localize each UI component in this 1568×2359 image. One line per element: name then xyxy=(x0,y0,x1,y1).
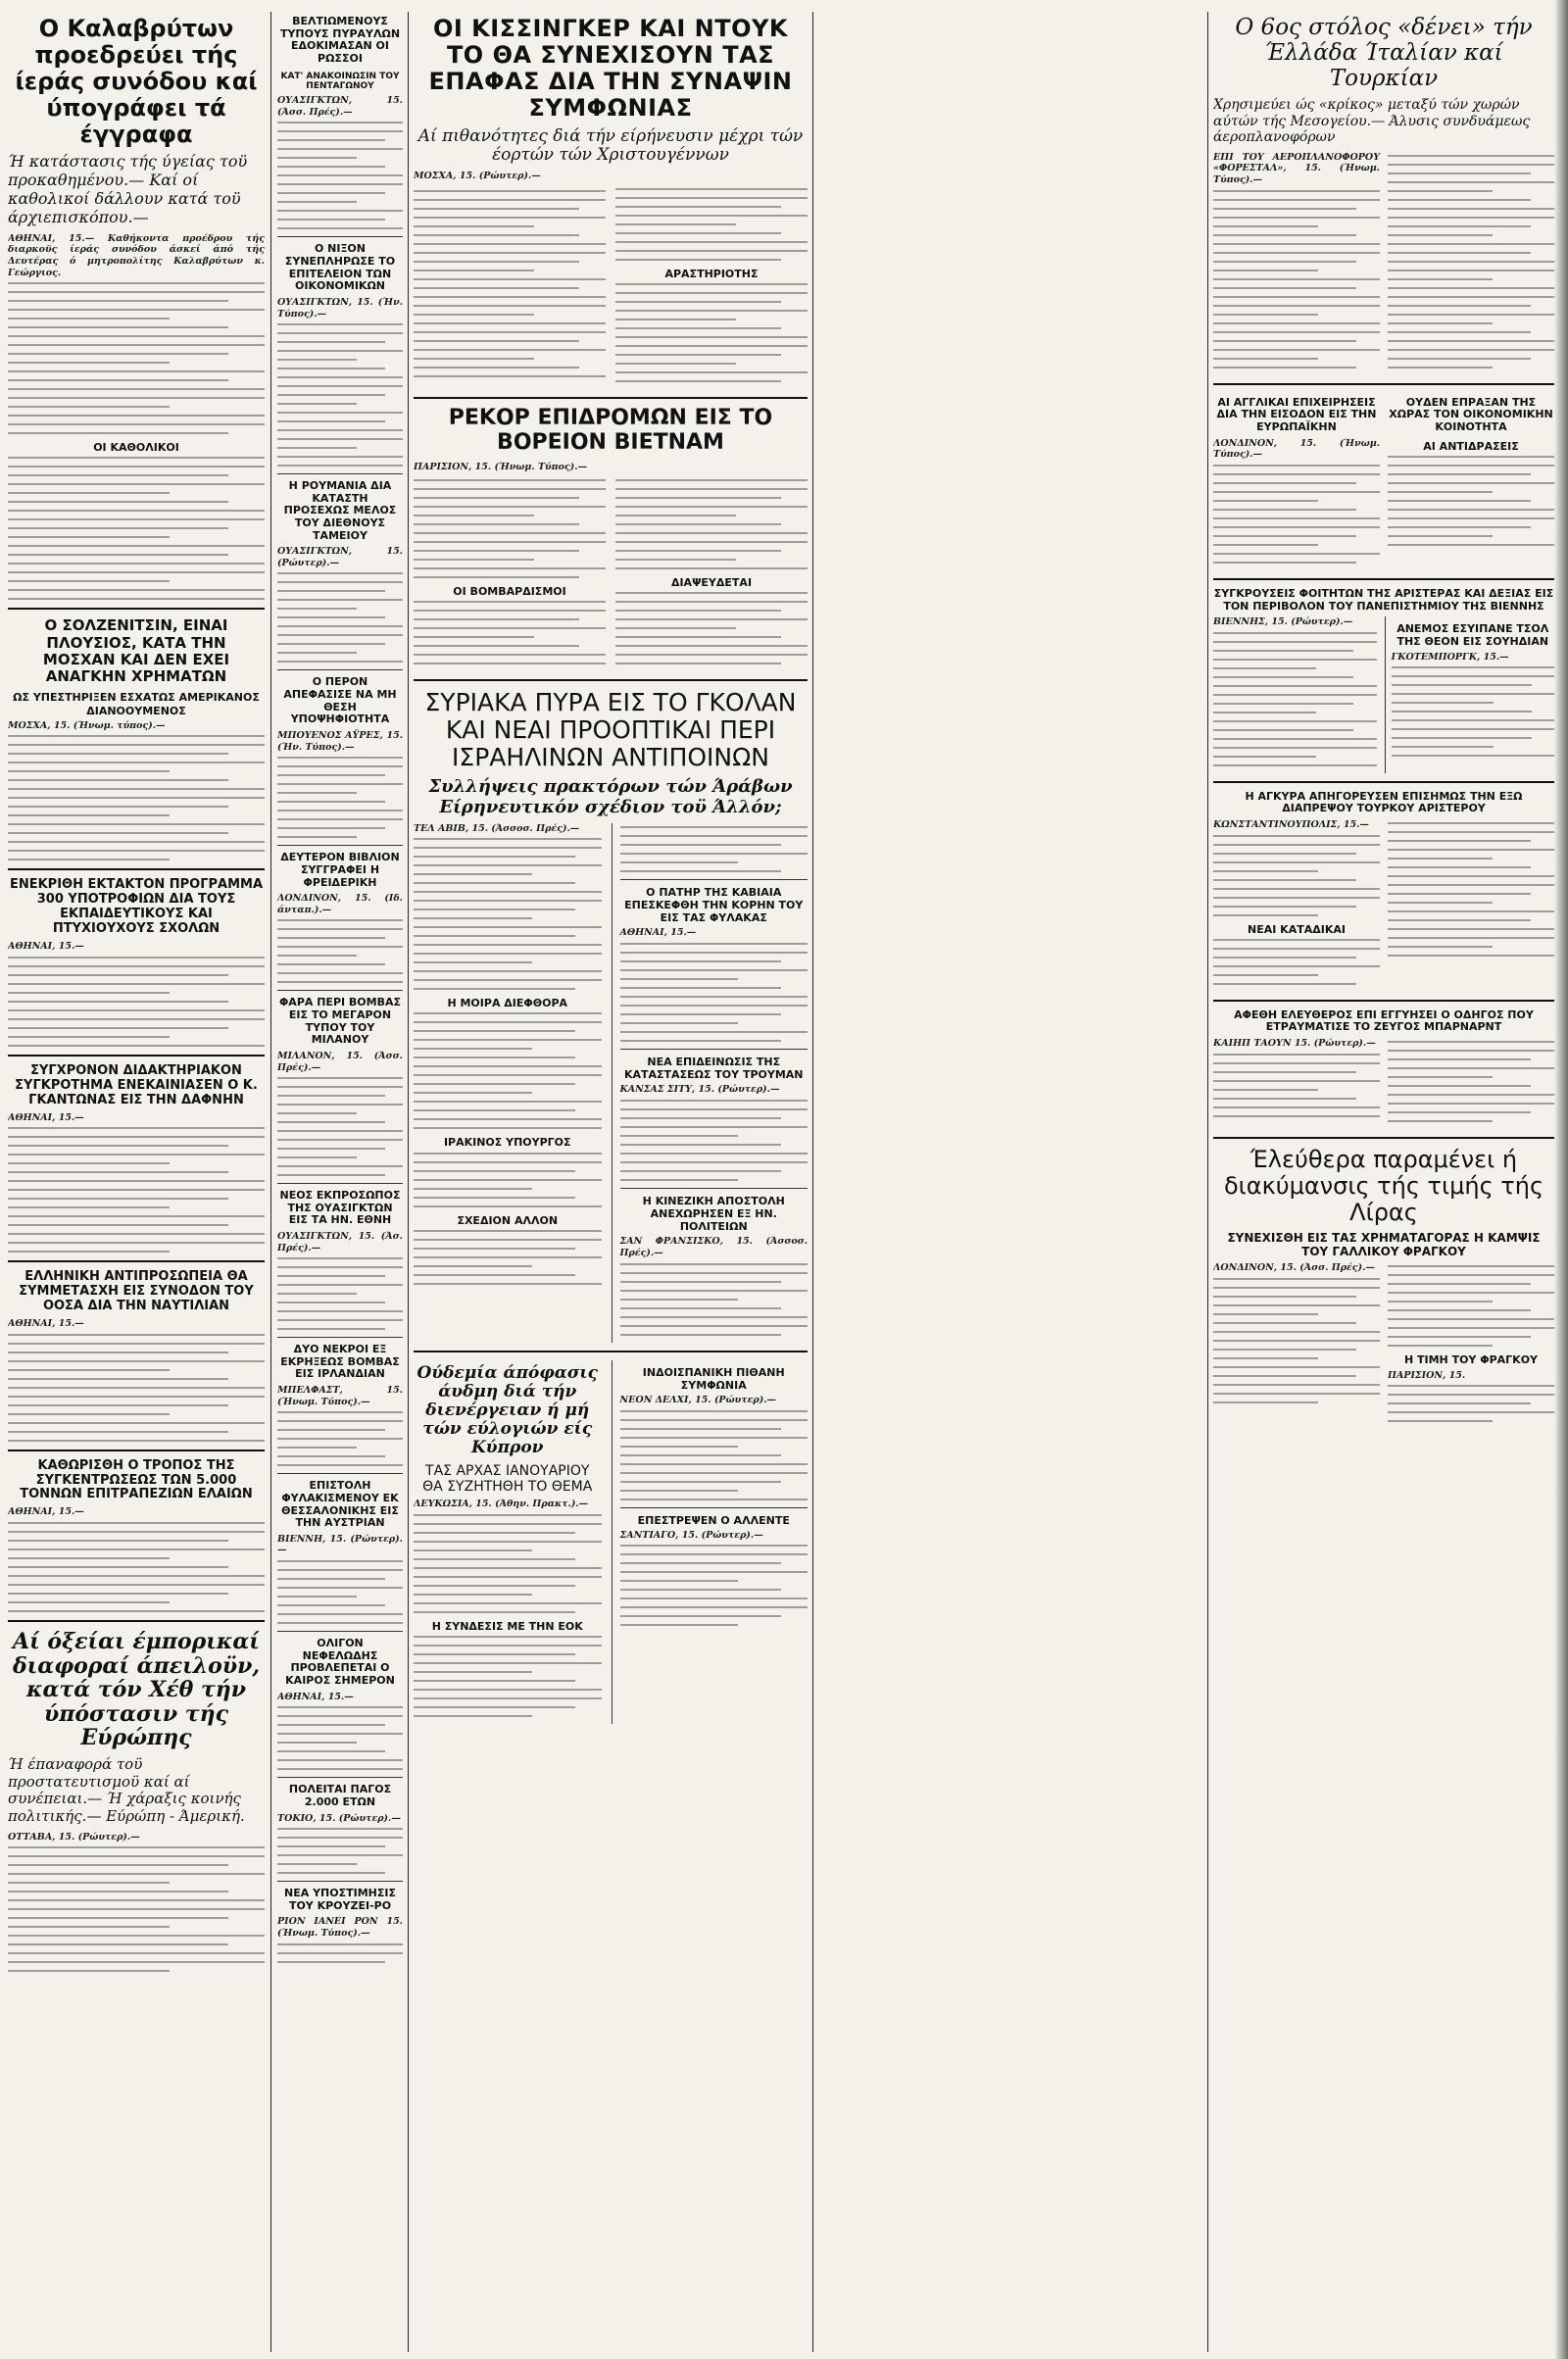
headline-pentagon: ΒΕΛΤΙΩΜΕΝΟΥΣ ΤΥΠΟΥΣ ΠΥΡΑΥΛΩΝ ΕΔΟΚΙΜΑΣΑΝ ΟΙ ΡΩΣΣΟΙ xyxy=(279,15,401,65)
body-text-golan xyxy=(414,838,602,990)
body-text-golan-2 xyxy=(620,826,808,872)
dateline-eec: ΛΟΝΔΙΝΟΝ, 15. (Ήνωμ. Τύπος).— xyxy=(1213,437,1380,461)
article-india xyxy=(620,1366,808,1500)
divider xyxy=(277,473,403,474)
body-text-winds xyxy=(1392,666,1555,757)
subhead-catholics: ΟΙ ΚΑΘΟΛΙΚΟΙ xyxy=(93,441,179,455)
body-text-kissinger-3 xyxy=(615,283,808,382)
dateline-weather: ΑΘΗΝΑΙ, 15.— xyxy=(277,1691,354,1702)
article-romania xyxy=(277,480,403,663)
subhead-pentagon: ΚΑΤ' ΑΝΑΚΟΙΝΩΣΙΝ ΤΟΥ ΠΕΝΤΑΓΩΝΟΥ xyxy=(280,71,400,92)
dateline-truman: ΚΑΝΣΑΣ ΣΙΤΥ, 15. (Ρώυτερ).— xyxy=(619,1084,780,1096)
body-text-chinese xyxy=(620,1263,808,1336)
article-kissinger xyxy=(414,16,808,389)
headline-chinese: Η ΚΙΝΕΖΙΚΗ ΑΠΟΣΤΟΛΗ ΑΝΕΧΩΡΗΣΕΝ ΕΞ ΗΝ. ΠΟΛΙΤΕΙΩΝ xyxy=(642,1194,785,1234)
column-2 xyxy=(277,12,403,1970)
headline-ice: ΠΟΛΕΙΤΑΙ ΠΑΓΟΣ 2.000 ΕΤΩΝ xyxy=(288,1783,392,1808)
column-1 xyxy=(8,12,265,1979)
subhead-reactions: ΑΙ ΑΝΤΙΔΡΑΣΕΙΣ xyxy=(1423,439,1519,453)
headline-peron: Ο ΠΕΡΟΝ ΑΠΕΦΑΣΙΣΕ ΝΑ ΜΗ ΘΕΣΗ ΥΠΟΨΗΦΙΟΤΗΤΑ xyxy=(283,675,397,726)
headline-students: ΣΥΓΚΡΟΥΣΕΙΣ ΦΟΙΤΗΤΩΝ ΤΗΣ ΑΡΙΣΤΕΡΑΣ ΚΑΙ ΔΕΞΙΑΣ ΕΙΣ ΤΟΝ ΠΕΡΙΒΟΛΟΝ ΤΟΥ ΠΑΝΕΠΙΣΤΗΜΙΟΥ ΤΗΣ ΒΙΕΝΝΗΣ xyxy=(1213,586,1554,613)
divider xyxy=(8,1620,265,1622)
headline-bail: ΑΦΕΘΗ ΕΛΕΥΘΕΡΟΣ ΕΠΙ ΕΓΓΥΗΣΕΙ Ο ΟΔΗΓΟΣ ΠΟΥ ΕΤΡΑΥΜΑΤΙΣΕ ΤΟ ΖΕΥΓΟΣ ΜΠΑΡΝΑΡΝΤ xyxy=(1234,1007,1534,1034)
divider xyxy=(277,990,403,991)
headline-solzhenitsyn: Ο ΣΟΛΖΕΝΙΤΣΙΝ, ΕΙΝΑΙ ΠΛΟΥΣΙΟΣ, ΚΑΤΑ ΤΗΝ ΜΟΣΧΑΝ ΚΑΙ ΔΕΝ ΕΧΕΙ ΑΝΑΓΚΗΝ ΧΡΗΜΑΤΩΝ xyxy=(42,616,230,686)
article-fleet xyxy=(1213,16,1554,375)
article-bail xyxy=(1213,1009,1554,1129)
body-text-daphni xyxy=(8,1127,265,1253)
article-kalavryta xyxy=(8,16,265,600)
article-lira xyxy=(1213,1147,1554,1429)
body-text-oecd xyxy=(8,1334,265,1442)
dateline-winds: ΓΚΟΤΕΜΠΟΡΓΚ, 15.— xyxy=(1391,651,1509,663)
dateline-oecd: ΑΘΗΝΑΙ, 15.— xyxy=(8,1317,84,1329)
article-friedrich xyxy=(277,852,403,983)
dateline-ankara: ΚΩΝΣΤΑΝΤΙΝΟΥΠΟΛΙΣ, 15.— xyxy=(1213,819,1369,831)
body-text-weather xyxy=(277,1706,403,1770)
subhead-new-convictions: ΝΕΑΙ ΚΑΤΑΔΙΚΑΙ xyxy=(1248,922,1346,936)
headline-eec: ΑΙ ΑΓΓΛΙΚΑΙ ΕΠΙΧΕΙΡΗΣΕΙΣ ΔΙΑ ΤΗΝ ΕΙΣΟΔΟΝ ΕΙΣ ΤΗΝ ΕΥΡΩΠΑΪΚΗΝ xyxy=(1216,395,1377,434)
headline-truman: ΝΕΑ ΕΠΙΔΕΙΝΩΣΙΣ ΤΗΣ ΚΑΤΑΣΤΑΣΕΩΣ ΤΟΥ ΤΡΟΥΜΑΝ xyxy=(623,1055,804,1082)
subhead-eec-link: Η ΣΥΝΔΕΣΙΣ ΜΕ ΤΗΝ ΕΟΚ xyxy=(431,1619,583,1633)
center-section xyxy=(414,12,808,1724)
body-text-olives xyxy=(8,1522,265,1612)
body-text-friedrich xyxy=(277,919,403,983)
headline-ankara: Η ΑΓΚΥΡΑ ΑΠΗΓΟΡΕΥΣΕΝ ΕΠΙΣΗΜΩΣ ΤΗΝ ΕΞΩ ΔΙΑΠΡΕΨΟΥ ΤΟΥΡΚΟΥ ΑΡΙΣΤΕΡΟΥ xyxy=(1245,789,1523,815)
scan-edge-shadow xyxy=(1554,0,1568,2359)
body-text-ankara xyxy=(1213,835,1380,916)
article-cyprus xyxy=(414,1360,602,1724)
dateline-vietnam: ΠΑΡΙΣΙΟΝ, 15. (Ήνωμ. Τύπος).— xyxy=(414,461,588,472)
headline-program: ΕΝΕΚΡΙΘΗ ΕΚΤΑΚΤΟΝ ΠΡΟΓΡΑΜΜΑ 300 ΥΠΟΤΡΟΦΙΩΝ ΔΙΑ ΤΟΥΣ ΕΚΠΑΙΔΕΥΤΙΚΟΥΣ ΚΑΙ ΠΤΥΧΙΟΥΧΟΥΣ ΣΧΟΛΩΝ xyxy=(9,877,264,937)
headline-golan: ΣΥΡΙΑΚΑ ΠΥΡΑ ΕΙΣ ΤΟ ΓΚΟΛΑΝ ΚΑΙ ΝΕΑΙ ΠΡΟΟΠΤΙΚΑΙ ΠΕΡΙ ΙΣΡΑΗΛΙΝΩΝ ΑΝΤΙΠΟΙΝΩΝ xyxy=(424,688,797,772)
body-text-bombing xyxy=(414,601,606,664)
headline-cyprus: Ούδεμία άπόφασις άυδμη διά τήν διενέργειαν ή μή τών εύλογιών είς Κύπρον xyxy=(416,1362,598,1457)
body-text-kissinger-2 xyxy=(615,188,808,261)
body-text-denied xyxy=(615,592,808,664)
headline-kalavryta: Ο Καλαβρύτων προεδρεύει τής ίεράς συνόδου καί ύπογράφει τά έγγραφα xyxy=(15,15,258,148)
headline-friedrich: ΔΕΥΤΕΡΟΝ ΒΙΒΛΙΟΝ ΣΥΓΓΡΑΦΕΙ Η ΦΡΕΙΔΕΡΙΚΗ xyxy=(280,851,400,889)
dateline-nixon: ΟΥΑΣΙΓΚΤΩΝ, 15. (Ήν. Τύπος).— xyxy=(277,296,403,319)
body-text-franc xyxy=(1388,1385,1554,1422)
dateline-allende: ΣΑΝΤΙΑΓΟ, 15. (Ρώυτερ).— xyxy=(619,1529,763,1541)
divider xyxy=(414,679,808,681)
body-text-truman xyxy=(620,1100,808,1181)
body-text-india xyxy=(620,1410,808,1500)
article-ireland xyxy=(277,1344,403,1466)
headline-ethni: ΝΕΟΣ ΕΚΠΡΟΣΩΠΟΣ ΤΗΣ ΟΥΑΣΙΓΚΤΩΝ ΕΙΣ ΤΑ ΗΝ. ΕΘΝΗ xyxy=(279,1189,401,1227)
divider xyxy=(620,1507,808,1508)
dateline-golan: ΤΕΛ ΑΒΙΒ, 15. (Άσσοσ. Πρές).— xyxy=(414,822,580,834)
body-text-romania xyxy=(277,572,403,663)
article-trade xyxy=(8,1630,265,1972)
body-text-austria xyxy=(277,1560,403,1624)
dateline-ethni: ΟΥΑΣΙΓΚΤΩΝ, 15. (Άσ. Πρές).— xyxy=(277,1231,403,1253)
article-austria xyxy=(277,1480,403,1624)
article-vietnam xyxy=(414,407,808,671)
body-text-convictions xyxy=(1213,939,1380,985)
article-weather xyxy=(277,1638,403,1770)
subhead-fleet: Χρησιμεύει ώς «κρίκος» μεταξύ τών χωρών αύτών τής Μεσογείου.— Άλυσις συνδυάμεως άεροπλανοφόρων xyxy=(1213,97,1531,146)
headline-milan: ΦΑΡΑ ΠΕΡΙ ΒΟΜΒΑΣ ΕΙΣ ΤΟ ΜΕΓΑΡΟΝ ΤΥΠΟΥ ΤΟΥ ΜΙΛΑΝΟΥ xyxy=(278,996,402,1047)
article-students xyxy=(1213,588,1554,773)
dateline-olives: ΑΘΗΝΑΙ, 15.— xyxy=(8,1506,84,1518)
subhead-cyprus: ΤΑΣ ΑΡΧΑΣ ΙΑΝΟΥΑΡΙΟΥ ΘΑ ΣΥΖΗΤΗΘΗ ΤΟ ΘΕΜΑ xyxy=(422,1462,593,1495)
dateline-franc: ΠΑΡΙΣΙΟΝ, 15. xyxy=(1388,1369,1466,1381)
body-text-lira xyxy=(1213,1278,1380,1403)
divider xyxy=(414,397,808,399)
article-olives xyxy=(8,1459,265,1612)
headline-allende: ΕΠΕΣΤΡΕΨΕΝ Ο ΑΛΛΕΝΤΕ xyxy=(637,1513,790,1527)
headline-kroyze: ΝΕΑ ΥΠΟΣΤΙΜΗΣΙΣ ΤΟΥ ΚΡΟΥΖΕΙ-ΡΟ xyxy=(284,1887,396,1912)
divider xyxy=(277,236,403,237)
subhead-solzhenitsyn: ΩΣ ΥΠΕΣΤΗΡΙΞΕΝ ΕΣΧΑΤΩΣ ΑΜΕΡΙΚΑΝΟΣ ΔΙΑΝΟΟΥΜΕΝΟΣ xyxy=(13,691,260,717)
body-text-milan xyxy=(277,1077,403,1176)
body-text-ice xyxy=(277,1828,403,1874)
headline-trade: Αί όξείαι έμπορικαί διαφοραί άπειλοϋν, κατά τόν Χέθ τήν ύπόστασιν τής Εύρώπης xyxy=(12,1628,261,1751)
divider xyxy=(1213,781,1554,783)
divider xyxy=(277,1777,403,1778)
article-ankara xyxy=(1213,791,1554,992)
dateline-trade: ΟΤΤΑΒΑ, 15. (Ρώυτερ).— xyxy=(8,1831,140,1843)
subhead-franc-price: Η ΤΙΜΗ ΤΟΥ ΦΡΑΓΚΟΥ xyxy=(1403,1353,1539,1367)
article-peron xyxy=(277,676,403,838)
dateline-solzhenitsyn: ΜΟΣΧΑ, 15. (Ήνωμ. τύπος).— xyxy=(8,719,166,731)
article-eec xyxy=(1213,393,1554,570)
headline-nixon: Ο ΝΙΞΟΝ ΣΥΝΕΠΛΗΡΩΣΕ ΤΟ ΕΠΙΤΕΛΕΙΟΝ ΤΩΝ ΟΙΚΟΝΟΜΙΚΩΝ xyxy=(284,242,396,293)
divider xyxy=(277,845,403,846)
divider xyxy=(8,1450,265,1451)
article-nixon xyxy=(277,243,403,467)
body-text-lira-2 xyxy=(1388,1265,1554,1347)
divider xyxy=(277,669,403,670)
article-oecd xyxy=(8,1270,265,1441)
dateline-bail: ΚΑΙΗΠ ΤΑΟΥΝ 15. (Ρώυτερ).— xyxy=(1213,1038,1376,1050)
subhead-bombing: ΟΙ ΒΟΜΒΑΡΔΙΣΜΟΙ xyxy=(453,585,566,599)
article-kroyze xyxy=(277,1888,403,1962)
headline-austria: ΕΠΙΣΤΟΛΗ ΦΥΛΑΚΙΣΜΕΝΟΥ ΕΚ ΘΕΣΣΑΛΟΝΙΚΗΣ ΕΙΣ ΤΗΝ ΑΥΣΤΡΙΑΝ xyxy=(281,1479,399,1530)
subhead-iraqi-minister: ΙΡΑΚΙΝΟΣ ΥΠΟΥΡΓΟΣ xyxy=(443,1136,571,1150)
article-ethni xyxy=(277,1190,403,1330)
article-milan xyxy=(277,997,403,1176)
body-text-kavia xyxy=(620,943,808,1042)
dateline-romania: ΟΥΑΣΙΓΚΤΩΝ, 15. (Ρώυτερ).— xyxy=(277,546,403,568)
dateline-fleet: ΕΠΙ ΤΟΥ ΑΕΡΟΠΛΑΝΟΦΟΡΟΥ «ΦΟΡΕΣΤΑΛ», 15. (Ήνωμ. Τύπος).— xyxy=(1213,151,1380,185)
body-text-allon xyxy=(414,1230,602,1285)
headline-vietnam: ΡΕΚΟΡ ΕΠΙΔΡΟΜΩΝ ΕΙΣ ΤΟ ΒΟΡΕΙΟΝ ΒΙΕΤΝΑΜ xyxy=(448,406,773,455)
subhead-trade: Ή έπαναφορά τοϋ προστατευτισμοϋ καί αί συνέπειαι.— Ή χάραξις κοινής πολιτικής.— Εύρώπη - Άμερική. xyxy=(8,1755,245,1826)
dateline-students: ΒΙΕΝΝΗΣ, 15. (Ρώυτερ).— xyxy=(1213,616,1353,628)
dateline-kalavryta: ΑΘΗΝΑΙ, 15.— Καθήκοντα προέδρου τής διαρκοϋς ίεράς συνόδου άσκεί άπό τής Δευτέρας ό μητροπολίτης Καλαβρύτων κ. Γεώργιος. xyxy=(8,232,265,278)
dateline-milan: ΜΙΛΑΝΟΝ, 15. (Άσσ. Πρές).— xyxy=(277,1050,403,1073)
dateline-kissinger: ΜΟΣΧΑ, 15. (Ρώυτερ).— xyxy=(414,170,541,181)
body-text-nixon xyxy=(277,323,403,467)
body-text-reactions xyxy=(1388,456,1554,546)
dateline-kroyze: ΡΙΟΝ ΙΑΝΕΙ ΡΟΝ 15. (Ήνωμ. Τύπος).— xyxy=(277,1916,403,1939)
subhead-golan: Συλλήψεις πρακτόρων τών Άράβων Είρηνευτικόν σχέδιον τοϋ Άλλόν; xyxy=(428,776,793,817)
dateline-austria: ΒΙΕΝΝΗ, 15. (Ρώυτερ).— xyxy=(277,1533,403,1556)
subhead-allon-plan: ΣΧΕΔΙΟΝ ΑΛΛΟΝ xyxy=(457,1213,559,1227)
body-text-fleet xyxy=(1213,190,1380,369)
body-text-bail xyxy=(1213,1054,1380,1117)
divider xyxy=(414,1351,808,1352)
headline-ireland: ΔΥΟ ΝΕΚΡΟΙ ΕΞ ΕΚΡΗΞΕΩΣ ΒΟΜΒΑΣ ΕΙΣ ΙΡΛΑΝΔΙΑΝ xyxy=(280,1343,400,1381)
divider xyxy=(620,1049,808,1050)
dateline-india: ΝΕΟΝ ΔΕΛΧΙ, 15. (Ρώυτερ).— xyxy=(619,1394,777,1405)
body-text-kroyze xyxy=(277,1943,403,1963)
headline-daphni: ΣΥΓΧΡΟΝΟΝ ΔΙΔΑΚΤΗΡΙΑΚΟΝ ΣΥΓΚΡΟΤΗΜΑ ΕΝΕΚΑΙΝΙΑΣΕΝ Ο Κ. ΓΚΑΝΤΩΝΑΣ ΕΙΣ ΤΗΝ ΔΑΦΝΗΝ xyxy=(15,1062,258,1107)
divider xyxy=(8,1260,265,1262)
body-text-solzhenitsyn xyxy=(8,735,265,860)
body-text-catholics xyxy=(8,457,265,600)
divider xyxy=(8,1055,265,1057)
headline-weather: ΟΛΙΓΟΝ ΝΕΦΕΛΩΔΗΣ ΠΡΟΒΛΕΠΕΤΑΙ Ο ΚΑΙΡΟΣ ΣΗΜΕΡΟΝ xyxy=(285,1637,395,1687)
body-text-program xyxy=(8,957,265,1047)
divider xyxy=(277,1337,403,1338)
body-text-allende xyxy=(620,1545,808,1626)
body-text-ethni xyxy=(277,1257,403,1330)
column-5 xyxy=(1213,12,1554,1429)
headline-oecd: ΕΛΛΗΝΙΚΗ ΑΝΤΙΠΡΟΣΩΠΕΙΑ ΘΑ ΣΥΜΜΕΤΑΣΧΗ ΕΙΣ ΣΥΝΟΔΟΝ ΤΟΥ ΟΟΣΑ ΔΙΑ ΤΗΝ ΝΑΥΤΙΛΙΑΝ xyxy=(19,1269,254,1314)
subhead-lira: ΣΥΝΕΧΙΣΘΗ ΕΙΣ ΤΑΣ ΧΡΗΜΑΤΑΓΟΡΑΣ Η ΚΑΜΨΙΣ ΤΟΥ ΓΑΛΛΙΚΟΥ ΦΡΑΓΚΟΥ xyxy=(1227,1230,1541,1258)
body-text-vietnam xyxy=(414,479,606,578)
headline-india: ΙΝΔΟΙΣΠΑΝΙΚΗ ΠΙΘΑΝΗ ΣΥΜΦΩΝΙΑ xyxy=(642,1365,785,1392)
body-text-cyprus xyxy=(414,1514,602,1613)
dateline-kavia: ΑΘΗΝΑΙ, 15.— xyxy=(619,927,697,939)
headline-olives: ΚΑΘΩΡΙΣΘΗ Ο ΤΡΟΠΟΣ ΤΗΣ ΣΥΓΚΕΝΤΡΩΣΕΩΣ ΤΩΝ 5.000 ΤΟΝΝΩΝ ΕΠΙΤΡΑΠΕΖΙΩΝ ΕΛΑΙΩΝ xyxy=(20,1457,253,1502)
divider xyxy=(1213,1000,1554,1002)
subhead-moira: Η ΜΟΙΡΑ ΔΙΕΦΘΟΡΑ xyxy=(447,997,568,1010)
headline-kissinger: ΟΙ ΚΙΣΣΙΝΓΚΕΡ ΚΑΙ ΝΤΟΥΚ ΤΟ ΘΑ ΣΥΝΕΧΙΣΟΥΝ ΤΑΣ ΕΠΑΦΑΣ ΔΙΑ ΤΗΝ ΣΥΝΑΨΙΝ ΣΥΜΦΩΝΙΑΣ xyxy=(428,15,793,122)
body-text-peron xyxy=(277,757,403,838)
dateline-peron: ΜΠΟΥΕΝΟΣ ΑΫΡΕΣ, 15. (Ήν. Τύπος).— xyxy=(277,730,403,753)
body-text-trade xyxy=(8,1846,265,1972)
dateline-friedrich: ΛΟΝΔΙΝΟΝ, 15. (Ιδ. άνταπ.).— xyxy=(277,893,403,915)
subhead-kissinger: Αί πιθανότητες διά τήν είρήνευσιν μέχρι τών έορτών τών Χριστουγέννων xyxy=(417,125,804,165)
dateline-ireland: ΜΠΕΛΦΑΣΤ, 15. (Ήνωμ. Τύπος).— xyxy=(277,1385,403,1407)
body-text-eec-link xyxy=(414,1636,602,1717)
headline-winds: ΑΝΕΜΟΣ ΕΣΥΙΠΑΝΕ ΤΣΟΛ ΤΗΣ ΘΕΟΝ ΕΙΣ ΣΟΥΗΔΙΑΝ xyxy=(1396,622,1549,649)
divider xyxy=(1213,1137,1554,1139)
body-text-ankara-2 xyxy=(1388,822,1554,957)
article-daphni xyxy=(8,1064,265,1253)
article-pentagon xyxy=(277,16,403,229)
body-text-ireland xyxy=(277,1411,403,1466)
body-text-students xyxy=(1213,632,1377,766)
headline-eec-2: ΟΥΔΕΝ ΕΠΡΑΞΑΝ ΤΗΣ ΧΩΡΑΣ ΤΟΝ ΟΙΚΟΝΟΜΙΚΗΝ ΚΟΙΝΟΤΗΤΑ xyxy=(1389,395,1553,434)
divider xyxy=(277,1183,403,1184)
divider xyxy=(1213,578,1554,580)
headline-kavia: Ο ΠΑΤΗΡ ΤΗΣ ΚΑΒΙΑΙΑ ΕΠΕΣΚΕΦΘΗ ΤΗΝ ΚΟΡΗΝ ΤΟΥ ΕΙΣ ΤΑΣ ΦΥΛΑΚΑΣ xyxy=(624,885,804,925)
body-text-kalavryta xyxy=(8,282,265,434)
headline-fleet: Ο 6ος στόλος «δένει» τήν Έλλάδα Ίταλίαν καί Τουρκίαν xyxy=(1235,15,1533,91)
body-text-kissinger xyxy=(414,187,606,385)
dateline-pentagon: ΟΥΑΣΙΓΚΤΩΝ, 15. (Άσσ. Πρές).— xyxy=(277,95,403,118)
body-text-moira xyxy=(414,1012,602,1129)
divider xyxy=(8,608,265,610)
dateline-lira: ΛΟΝΔΙΝΟΝ, 15. (Άσσ. Πρές).— xyxy=(1213,1262,1375,1274)
divider xyxy=(1213,383,1554,385)
headline-lira: Έλεύθερα παραμένει ή διακύμανσις τής τιμής τής Λίρας xyxy=(1223,1146,1544,1226)
subhead-kalavryta: Ή κατάστασις τής ύγείας τοϋ προκαθημένου.— Καί οί καθολικοί δάλλουν κατά τοϋ άρχιεπισκόπου.— xyxy=(8,152,248,226)
divider xyxy=(620,1188,808,1189)
body-text-iraqi xyxy=(414,1153,602,1207)
body-text-vietnam-2 xyxy=(615,479,808,569)
article-golan xyxy=(414,689,808,1342)
divider xyxy=(277,1881,403,1882)
divider xyxy=(277,1473,403,1474)
article-ice xyxy=(277,1784,403,1874)
subhead-denied: ΔΙΑΨΕΥΔΕΤΑΙ xyxy=(670,576,753,590)
body-text-fleet-2 xyxy=(1388,155,1554,369)
divider xyxy=(8,868,265,870)
article-program xyxy=(8,878,265,1046)
dateline-program: ΑΘΗΝΑΙ, 15.— xyxy=(8,941,84,953)
body-text-bail-2 xyxy=(1388,1041,1554,1122)
body-text-eec xyxy=(1213,465,1380,564)
article-solzhenitsyn xyxy=(8,617,265,860)
article-allende xyxy=(620,1514,808,1627)
subhead-arastiriotis: ΑΡΑΣΤΗΡΙΟΤΗΣ xyxy=(664,268,759,281)
dateline-ice: ΤΟΚΙΟ, 15. (Ρώυτερ).— xyxy=(277,1812,401,1824)
dateline-cyprus: ΛΕΥΚΩΣΙΑ, 15. (Άθην. Πρακτ.).— xyxy=(414,1498,589,1509)
dateline-daphni: ΑΘΗΝΑΙ, 15.— xyxy=(8,1111,84,1123)
divider xyxy=(277,1631,403,1632)
divider xyxy=(620,879,808,880)
body-text-pentagon xyxy=(277,122,403,229)
headline-romania: Η ΡΟΥΜΑΝΙΑ ΔΙΑ ΚΑΤΑΣΤΗ ΠΡΟΣΕΧΩΣ ΜΕΛΟΣ ΤΟΥ ΔΙΕΘΝΟΥΣ ΤΑΜΕΙΟΥ xyxy=(283,479,397,542)
dateline-chinese: ΣΑΝ ΦΡΑΝΣΙΣΚΟ, 15. (Άσσοσ. Πρές).— xyxy=(619,1236,808,1258)
